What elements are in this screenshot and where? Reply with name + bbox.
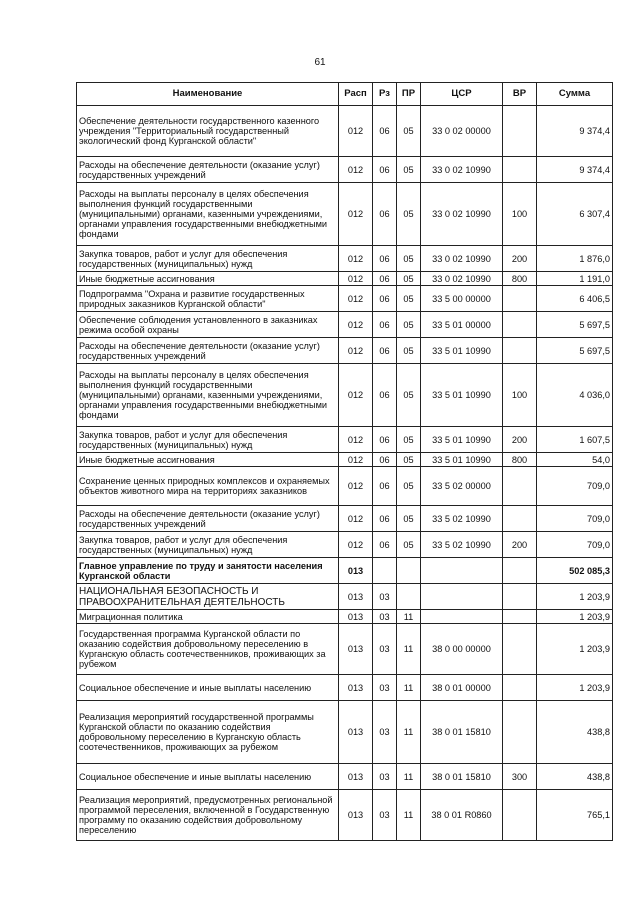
table-row bbox=[77, 286, 613, 312]
row-pr: 11 bbox=[397, 624, 421, 675]
row-vr bbox=[503, 701, 537, 764]
row-rz: 03 bbox=[373, 764, 397, 790]
page-number: 61 bbox=[314, 57, 326, 68]
table-row bbox=[77, 183, 613, 246]
row-vr bbox=[503, 558, 537, 584]
header-rasp: Расп bbox=[339, 83, 373, 106]
row-pr: 05 bbox=[397, 453, 421, 467]
row-rasp: 013 bbox=[339, 675, 373, 701]
row-pr: 05 bbox=[397, 157, 421, 183]
row-rasp: 012 bbox=[339, 532, 373, 558]
row-csr: 33 0 02 10990 bbox=[421, 157, 503, 183]
row-name: Миграционная политика bbox=[77, 610, 339, 624]
row-rz: 06 bbox=[373, 312, 397, 338]
row-vr bbox=[503, 312, 537, 338]
row-rasp: 012 bbox=[339, 338, 373, 364]
row-sum: 1 203,9 bbox=[537, 624, 613, 675]
row-rasp: 012 bbox=[339, 364, 373, 427]
row-pr: 11 bbox=[397, 610, 421, 624]
row-rasp: 013 bbox=[339, 701, 373, 764]
row-csr: 38 0 01 00000 bbox=[421, 675, 503, 701]
row-name: Иные бюджетные ассигнования bbox=[77, 453, 339, 467]
row-sum: 1 203,9 bbox=[537, 610, 613, 624]
row-rasp: 013 bbox=[339, 624, 373, 675]
row-rasp: 012 bbox=[339, 272, 373, 286]
row-rz: 03 bbox=[373, 584, 397, 610]
row-sum: 502 085,3 bbox=[537, 558, 613, 584]
row-rasp: 012 bbox=[339, 246, 373, 272]
row-vr: 200 bbox=[503, 532, 537, 558]
row-vr: 800 bbox=[503, 272, 537, 286]
row-name: Сохранение ценных природных комплексов и охраняемых объектов животного мира на территориях заказников bbox=[77, 467, 339, 506]
row-name: Реализация мероприятий государственной программы Курганской области по оказанию содействия добровольному переселению в Курганскую область соотечественников, проживающих за рубежом bbox=[77, 701, 339, 764]
table-row bbox=[77, 312, 613, 338]
row-rasp: 013 bbox=[339, 584, 373, 610]
row-vr bbox=[503, 286, 537, 312]
row-pr: 05 bbox=[397, 427, 421, 453]
row-name: Реализация мероприятий, предусмотренных региональной программой переселения, включенной в Государственную программу по оказанию содействия добровольному переселению bbox=[77, 790, 339, 841]
row-sum: 9 374,4 bbox=[537, 157, 613, 183]
row-name: Расходы на обеспечение деятельности (оказание услуг) государственных учреждений bbox=[77, 157, 339, 183]
row-name: Расходы на выплаты персоналу в целях обеспечения выполнения функций государственными (муниципальными) органами, казенными учреждениями, органами управления государственными внебюджетными фондами bbox=[77, 183, 339, 246]
row-rasp: 013 bbox=[339, 790, 373, 841]
row-csr: 38 0 01 15810 bbox=[421, 701, 503, 764]
row-csr: 33 5 01 00000 bbox=[421, 312, 503, 338]
row-sum: 765,1 bbox=[537, 790, 613, 841]
table-row bbox=[77, 338, 613, 364]
table-row bbox=[77, 701, 613, 764]
row-vr bbox=[503, 157, 537, 183]
row-sum: 6 406,5 bbox=[537, 286, 613, 312]
row-name: Закупка товаров, работ и услуг для обеспечения государственных (муниципальных) нужд bbox=[77, 246, 339, 272]
row-csr: 33 5 00 00000 bbox=[421, 286, 503, 312]
row-rasp: 012 bbox=[339, 427, 373, 453]
row-name: Социальное обеспечение и иные выплаты населению bbox=[77, 764, 339, 790]
table-row bbox=[77, 467, 613, 506]
header-vr: ВР bbox=[503, 83, 537, 106]
row-vr: 800 bbox=[503, 453, 537, 467]
table-row bbox=[77, 453, 613, 467]
row-rz bbox=[373, 558, 397, 584]
table-row bbox=[77, 246, 613, 272]
row-sum: 709,0 bbox=[537, 467, 613, 506]
row-vr: 100 bbox=[503, 183, 537, 246]
row-sum: 54,0 bbox=[537, 453, 613, 467]
row-csr: 38 0 01 15810 bbox=[421, 764, 503, 790]
row-vr bbox=[503, 584, 537, 610]
row-csr: 33 5 01 10990 bbox=[421, 427, 503, 453]
row-pr: 11 bbox=[397, 675, 421, 701]
row-pr: 05 bbox=[397, 272, 421, 286]
table-row bbox=[77, 610, 613, 624]
row-csr: 33 0 02 00000 bbox=[421, 106, 503, 157]
row-name: Расходы на обеспечение деятельности (оказание услуг) государственных учреждений bbox=[77, 338, 339, 364]
row-name: Обеспечение деятельности государственного казенного учреждения "Территориальный государственный экологический фонд Курганской области" bbox=[77, 106, 339, 157]
row-name: Закупка товаров, работ и услуг для обеспечения государственных (муниципальных) нужд bbox=[77, 427, 339, 453]
row-rasp: 012 bbox=[339, 467, 373, 506]
row-sum: 1 203,9 bbox=[537, 584, 613, 610]
row-csr: 33 0 02 10990 bbox=[421, 246, 503, 272]
row-rasp: 013 bbox=[339, 610, 373, 624]
table-row bbox=[77, 584, 613, 610]
row-sum: 1 607,5 bbox=[537, 427, 613, 453]
row-pr: 11 bbox=[397, 701, 421, 764]
row-vr bbox=[503, 506, 537, 532]
row-sum: 1 876,0 bbox=[537, 246, 613, 272]
row-vr bbox=[503, 106, 537, 157]
row-name: Иные бюджетные ассигнования bbox=[77, 272, 339, 286]
table-row bbox=[77, 427, 613, 453]
row-rz: 03 bbox=[373, 624, 397, 675]
table-row bbox=[77, 764, 613, 790]
row-rasp: 012 bbox=[339, 506, 373, 532]
row-rz: 03 bbox=[373, 675, 397, 701]
row-rz: 06 bbox=[373, 106, 397, 157]
row-vr: 200 bbox=[503, 246, 537, 272]
table-row bbox=[77, 506, 613, 532]
row-sum: 9 374,4 bbox=[537, 106, 613, 157]
row-csr: 33 0 02 10990 bbox=[421, 272, 503, 286]
row-vr: 300 bbox=[503, 764, 537, 790]
row-csr bbox=[421, 610, 503, 624]
header-rz: Рз bbox=[373, 83, 397, 106]
row-rz: 06 bbox=[373, 364, 397, 427]
row-rasp: 012 bbox=[339, 312, 373, 338]
row-name: Закупка товаров, работ и услуг для обеспечения государственных (муниципальных) нужд bbox=[77, 532, 339, 558]
table-row bbox=[77, 790, 613, 841]
row-vr bbox=[503, 675, 537, 701]
budget-table bbox=[76, 82, 613, 841]
row-pr: 05 bbox=[397, 506, 421, 532]
row-rasp: 012 bbox=[339, 157, 373, 183]
table-row bbox=[77, 364, 613, 427]
row-rasp: 012 bbox=[339, 286, 373, 312]
row-rz: 06 bbox=[373, 286, 397, 312]
row-rz: 03 bbox=[373, 701, 397, 764]
row-name: Расходы на выплаты персоналу в целях обеспечения выполнения функций государственными (муниципальными) органами, казенными учреждениями, органами управления государственными внебюджетными фондами bbox=[77, 364, 339, 427]
row-sum: 438,8 bbox=[537, 701, 613, 764]
row-rz: 06 bbox=[373, 183, 397, 246]
row-name: Государственная программа Курганской области по оказанию содействия добровольному переселению в Курганскую область соотечественников, проживающих за рубежом bbox=[77, 624, 339, 675]
header-sum: Сумма bbox=[537, 83, 613, 106]
row-pr: 05 bbox=[397, 532, 421, 558]
row-rz: 06 bbox=[373, 427, 397, 453]
row-rasp: 013 bbox=[339, 558, 373, 584]
row-sum: 1 203,9 bbox=[537, 675, 613, 701]
row-name: НАЦИОНАЛЬНАЯ БЕЗОПАСНОСТЬ И ПРАВООХРАНИТЕЛЬНАЯ ДЕЯТЕЛЬНОСТЬ bbox=[77, 584, 339, 610]
row-pr: 11 bbox=[397, 790, 421, 841]
row-name: Подпрограмма "Охрана и развитие государственных природных заказников Курганской области" bbox=[77, 286, 339, 312]
row-rz: 06 bbox=[373, 246, 397, 272]
row-rz: 03 bbox=[373, 610, 397, 624]
row-pr: 05 bbox=[397, 467, 421, 506]
row-sum: 709,0 bbox=[537, 506, 613, 532]
row-csr: 33 5 02 10990 bbox=[421, 506, 503, 532]
row-name: Главное управление по труду и занятости населения Курганской области bbox=[77, 558, 339, 584]
row-sum: 438,8 bbox=[537, 764, 613, 790]
row-rz: 06 bbox=[373, 453, 397, 467]
row-csr: 38 0 01 R0860 bbox=[421, 790, 503, 841]
row-rz: 06 bbox=[373, 157, 397, 183]
row-vr bbox=[503, 610, 537, 624]
row-rz: 06 bbox=[373, 338, 397, 364]
header-pr: ПР bbox=[397, 83, 421, 106]
row-rasp: 012 bbox=[339, 106, 373, 157]
row-pr bbox=[397, 558, 421, 584]
row-vr bbox=[503, 790, 537, 841]
table-row bbox=[77, 157, 613, 183]
row-name: Расходы на обеспечение деятельности (оказание услуг) государственных учреждений bbox=[77, 506, 339, 532]
row-vr bbox=[503, 467, 537, 506]
row-pr: 05 bbox=[397, 106, 421, 157]
row-csr: 33 5 02 00000 bbox=[421, 467, 503, 506]
row-pr: 05 bbox=[397, 183, 421, 246]
table-row bbox=[77, 532, 613, 558]
row-pr: 05 bbox=[397, 286, 421, 312]
row-csr bbox=[421, 558, 503, 584]
row-sum: 1 191,0 bbox=[537, 272, 613, 286]
row-vr: 100 bbox=[503, 364, 537, 427]
row-rasp: 012 bbox=[339, 183, 373, 246]
row-csr: 38 0 00 00000 bbox=[421, 624, 503, 675]
row-sum: 6 307,4 bbox=[537, 183, 613, 246]
row-rz: 06 bbox=[373, 467, 397, 506]
table-row bbox=[77, 624, 613, 675]
row-name: Социальное обеспечение и иные выплаты населению bbox=[77, 675, 339, 701]
table-row bbox=[77, 675, 613, 701]
row-sum: 5 697,5 bbox=[537, 312, 613, 338]
table-header-row bbox=[77, 83, 613, 106]
table-row bbox=[77, 558, 613, 584]
row-rasp: 013 bbox=[339, 764, 373, 790]
row-sum: 4 036,0 bbox=[537, 364, 613, 427]
row-sum: 709,0 bbox=[537, 532, 613, 558]
row-rasp: 012 bbox=[339, 453, 373, 467]
row-pr: 05 bbox=[397, 338, 421, 364]
row-pr: 05 bbox=[397, 364, 421, 427]
row-csr: 33 5 01 10990 bbox=[421, 453, 503, 467]
row-csr: 33 0 02 10990 bbox=[421, 183, 503, 246]
row-rz: 06 bbox=[373, 272, 397, 286]
table-row bbox=[77, 106, 613, 157]
row-vr bbox=[503, 624, 537, 675]
row-rz: 06 bbox=[373, 532, 397, 558]
header-csr: ЦСР bbox=[421, 83, 503, 106]
row-csr: 33 5 01 10990 bbox=[421, 338, 503, 364]
header-name: Наименование bbox=[77, 83, 339, 106]
row-rz: 06 bbox=[373, 506, 397, 532]
row-name: Обеспечение соблюдения установленного в заказниках режима особой охраны bbox=[77, 312, 339, 338]
row-csr: 33 5 01 10990 bbox=[421, 364, 503, 427]
row-pr: 05 bbox=[397, 246, 421, 272]
row-vr bbox=[503, 338, 537, 364]
row-csr: 33 5 02 10990 bbox=[421, 532, 503, 558]
table-row bbox=[77, 272, 613, 286]
row-csr bbox=[421, 584, 503, 610]
row-pr bbox=[397, 584, 421, 610]
row-pr: 05 bbox=[397, 312, 421, 338]
row-pr: 11 bbox=[397, 764, 421, 790]
row-vr: 200 bbox=[503, 427, 537, 453]
row-sum: 5 697,5 bbox=[537, 338, 613, 364]
row-rz: 03 bbox=[373, 790, 397, 841]
